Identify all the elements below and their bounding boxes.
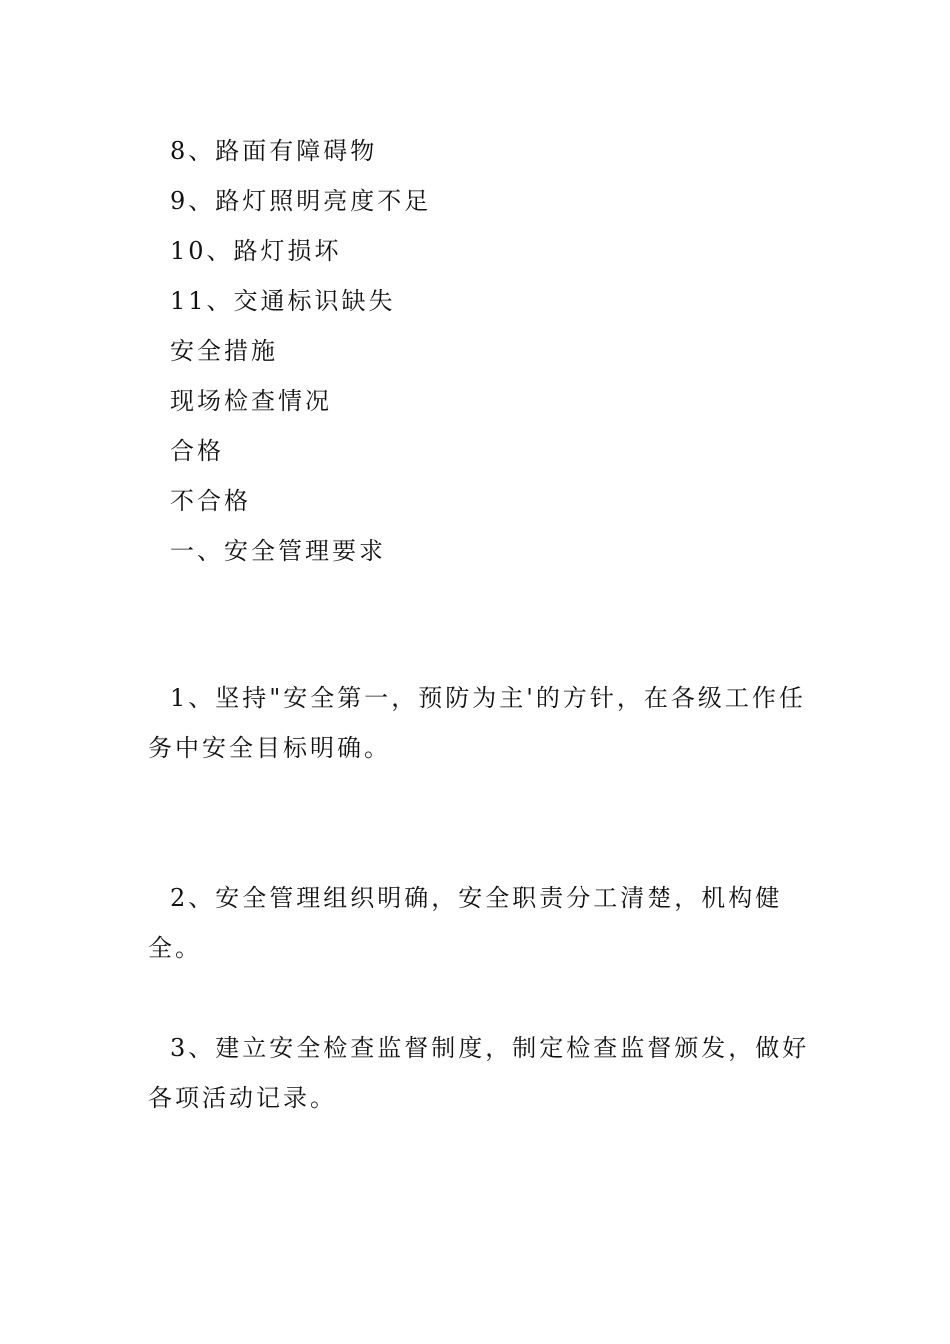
heading-safety-measures: 安全措施 — [170, 337, 278, 365]
paragraph-inspection-system: 3、建立安全检查监督制度，制定检查监督颁发，做好各项活动记录。 — [148, 1034, 810, 1112]
list-item-road-obstacle: 8、路面有障碍物 — [170, 137, 378, 165]
label-qualified: 合格 — [170, 437, 224, 465]
paragraph-organization: 2、安全管理组织明确，安全职责分工清楚，机构健全。 — [148, 884, 783, 962]
paragraph-safety-first: 1、坚持"安全第一，预防为主'的方针，在各级工作任务中安全目标明确。 — [148, 684, 806, 762]
heading-site-inspection: 现场检查情况 — [170, 387, 332, 415]
list-item-traffic-sign-missing: 11、交通标识缺失 — [170, 287, 396, 315]
section-heading-safety-requirements: 一、安全管理要求 — [170, 537, 386, 565]
label-unqualified: 不合格 — [170, 487, 251, 515]
list-item-streetlight-damaged: 10、路灯损坏 — [170, 237, 342, 265]
list-item-insufficient-lighting: 9、路灯照明亮度不足 — [170, 187, 432, 215]
